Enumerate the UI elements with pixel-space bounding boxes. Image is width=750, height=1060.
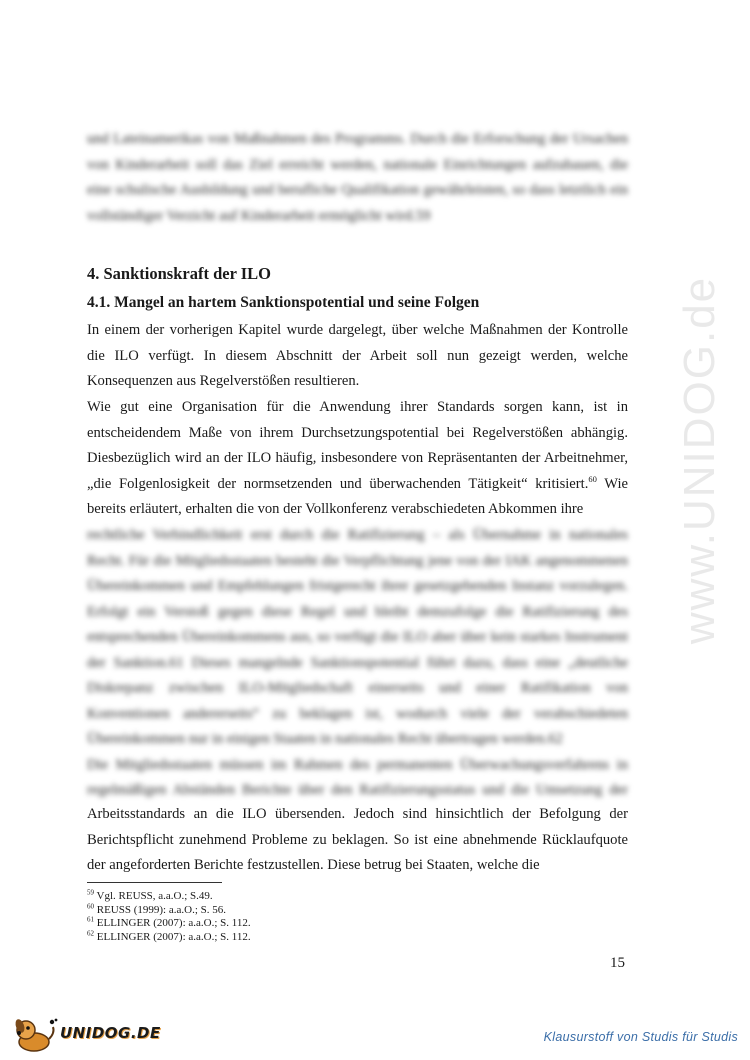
text-line: entsprechenden Übereinkommens aus, so verfügt die ILO aber über kein starkes Instrument xyxy=(87,629,628,645)
footnote-number: 62 xyxy=(87,928,94,937)
footnote-text: ELLINGER (2007): a.a.O.; S. 112. xyxy=(94,917,251,929)
text-line: Erfolgt ein Verstoß gegen diese Regel und bleibt demzufolge die Ratifizierung des xyxy=(87,603,628,620)
footnote xyxy=(87,890,251,904)
text-line: vollständiger Verzicht auf Kinderarbeit ermöglicht wird.59 xyxy=(87,207,431,224)
page-number: 15 xyxy=(610,955,625,971)
footnote-text: Vgl. REUSS, a.a.O.; S.49. xyxy=(94,890,213,902)
watermark-text: www.UNIDOG.de xyxy=(675,275,724,645)
footnote-number: 61 xyxy=(87,915,94,924)
footnote-text: REUSS (1999): a.a.O.; S. 56. xyxy=(94,903,226,916)
logo-text: UNIDOG.DE xyxy=(60,1024,161,1042)
blurred-paragraph-middle xyxy=(87,523,628,804)
body-paragraph: In einem der vorherigen Kapitel wurde dargelegt, über welche Maßnahmen der Kontrolle die ILO verfügt. In diesem Abschnitt der Arbeit soll nun gezeigt werden, welche Konsequenzen aus Regelverstößen resultieren. xyxy=(87,322,628,389)
section-heading: 4. Sanktionskraft der ILO xyxy=(87,264,271,283)
tagline: Klausurstoff von Studis für Studis xyxy=(543,1030,738,1044)
unidog-logo[interactable] xyxy=(12,1014,172,1054)
text-line: Konventionen andererseits“ zu beklagen ist, wodurch viele der verabschiedeten xyxy=(87,705,628,722)
paragraph-text: Wie gut eine Organisation für die Anwendung ihrer Standards sorgen kann, ist in entscheidendem Maße von ihrem Durchsetzungspotential bei Regelverstößen abhängig. Diesbezüglich wird an der ILO häufig, insbesondere von Repräsentanten der Arbeitnehmer, „die Folgenlosigkeit der normsetzenden und überwachenden Tätigkeit“ kritisiert. xyxy=(87,399,628,492)
text-line: Diskrepanz zwischen ILO-Mitgliedschaft einerseits und einer Ratifikation von xyxy=(87,680,628,696)
footnote xyxy=(87,901,251,918)
text-line: eine schulische Ausbildung und berufliche Qualifikation gewährleisten, so dass letztlich ein xyxy=(87,182,628,198)
footnote-divider xyxy=(87,882,222,883)
subsection-heading: 4.1. Mangel an hartem Sanktionspotential und seine Folgen xyxy=(87,294,480,311)
text-line: Übereinkommen und Empfehlungen fristgerecht ihrer gesetzgebenden Instanz vorzulegen. xyxy=(87,578,628,594)
text-line: der Sanktion.61 Dieses mangelnde Sanktionspotential führt dazu, dass eine „deutliche xyxy=(87,654,628,671)
text-line: Die Mitgliedsstaaten müssen im Rahmen des permanenten Überwachungsverfahrens in xyxy=(87,756,628,773)
footnote-text: ELLINGER (2007): a.a.O.; S. 112. xyxy=(94,930,251,943)
footnote xyxy=(87,917,251,931)
text-line: Recht. Für die Mitgliedsstaaten besteht die Verpflichtung jene von der IAK angenommenen xyxy=(87,552,628,569)
text-line: und Lateinamerikas von Maßnahmen des Programms. Durch die Erforschung der Ursachen xyxy=(87,131,628,147)
body-paragraph: Arbeitsstandards an die ILO übersenden. Jedoch sind hinsichtlich der Befolgung der Berichtspflicht zunehmend Probleme zu beklagen. So ist eine abnehmende Rücklaufquote der angeforderten Berichte festzustellen. Diese betrug bei Staaten, welche die xyxy=(87,806,628,873)
footnote-number: 60 xyxy=(87,901,94,910)
text-line: von Kinderarbeit soll das Ziel erreicht werden, nationale Einrichtungen aufzubauen, die xyxy=(87,156,628,173)
body-paragraph xyxy=(87,395,628,523)
footnotes xyxy=(87,890,251,944)
footnote-reference: 60 xyxy=(588,473,597,484)
paragraph-text: Wie bereits erläutert, erhalten die von der Vollkonferenz verabschiedeten Abkommen ihre xyxy=(87,475,629,517)
footnote xyxy=(87,928,251,945)
text-line: Übereinkommen nur in einigen Staaten in nationales Recht übertragen werden.62 xyxy=(87,731,563,747)
dog-icon xyxy=(12,1014,58,1054)
text-line: rechtliche Verbindlichkeit erst durch die Ratifizierung – als Übernahme in nationales xyxy=(87,527,628,543)
footnote-number: 59 xyxy=(87,888,94,897)
text-line: regelmäßigen Abständen Berichte über den Ratifizierungsstatus und die Umsetzung der xyxy=(87,782,628,798)
blurred-paragraph-top xyxy=(87,127,628,229)
